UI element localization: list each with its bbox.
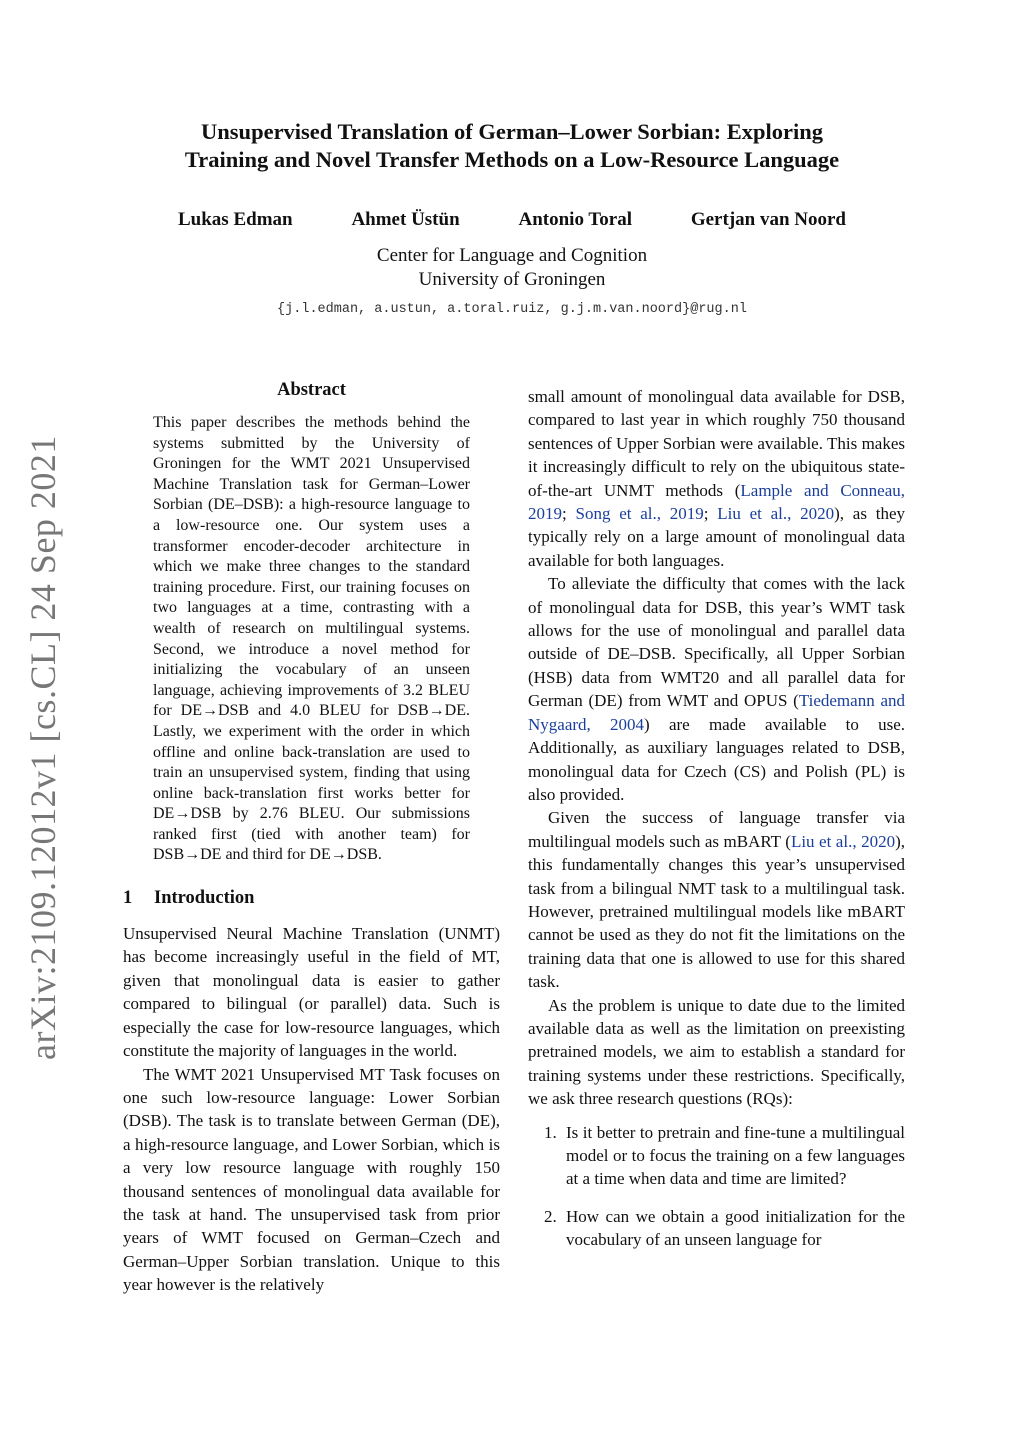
author-name: Antonio Toral (518, 209, 632, 230)
paragraph (528, 806, 905, 993)
paragraph (528, 572, 905, 806)
author-name: Lukas Edman (178, 209, 293, 230)
abstract-heading: Abstract (277, 380, 346, 400)
left-column (123, 380, 500, 1297)
paragraph-text: ; (562, 504, 576, 524)
list-number: 2. (544, 1206, 557, 1226)
paragraph-text: ), this fundamentally changes this year’s unsupervised task from a bilingual NMT task to a multilingual task. However, pretrained multilingual models like mBART cannot be used as they do not fit the limitations on the training data that one is allowed to use for this shared task. (528, 831, 905, 992)
citation-link[interactable]: Liu et al., 2020 (717, 504, 835, 524)
list-item (528, 1121, 905, 1191)
list-item-text: Is it better to pretrain and fine-tune a multilingual model or to focus the training on a few languages at a time when data and time are limited? (566, 1122, 905, 1189)
abstract-text: This paper describes the methods behind the systems submitted by the University of Groningen for the WMT 2021 Unsupervised Machine Translation task for German–Lower Sorbian (DE–DSB): a high-resource language to a low-resource one. Our system uses a transformer encoder-decoder architecture in which we make three changes to the standard training procedure. First, our training focuses on two languages at a time, contrasting with a wealth of research on multilingual systems. Second, we introduce a novel method for initializing the vocabulary of an unseen language, achieving improvements of 3.2 BLEU for DE→DSB and 4.0 BLEU for DSB→DE. Lastly, we experiment with the order in which offline and online back-translation are used to train an unsupervised system, finding that using online back-translation first works better for DE→DSB by 2.76 BLEU. Our submissions ranked first (tied with another team) for DSB→DE and third for DE→DSB. (153, 414, 470, 864)
affiliation-line: University of Groningen (418, 269, 606, 290)
list-item-text: How can we obtain a good initialization for the vocabulary of an unseen language for (566, 1206, 905, 1250)
paragraph-text: small amount of monolingual data available for DSB, compared to last year in which roughly 750 thousand sentences of Upper Sorbian were available. This makes it increasingly difficult to rely on the ubiquitous state-of-the-art UNMT methods ( (528, 387, 905, 500)
list-number: 1. (544, 1122, 557, 1142)
research-questions-list (528, 1121, 905, 1252)
citation-link[interactable]: Lample and Conneau, 2019 (528, 480, 905, 524)
section-title: Introduction (154, 888, 255, 909)
title-line: Unsupervised Translation of German–Lower Sorbian: Exploring (201, 119, 823, 144)
right-column (528, 385, 905, 1266)
arxiv-identifier: arXiv:2109.12012v1 [cs.CL] 24 Sep 2021 (23, 435, 63, 1060)
paragraph-text: Given the success of language transfer via multilingual models such as mBART ( (528, 808, 905, 851)
author-list (150, 209, 874, 231)
affiliation-line: Center for Language and Cognition (376, 245, 648, 266)
paragraph: The WMT 2021 Unsupervised MT Task focuses on one such low-resource language: Lower Sorbian (DSB). The task is to translate between German (DE), a high-resource language, and Lower Sorbian, which is a very low resource language with roughly 150 thousand sentences of monolingual data available for the task at hand. The unsupervised task from prior years of WMT focused on German–Czech and German–Upper Sorbian translation. Unique to this year however is the relatively (123, 1064, 500, 1295)
paragraph (528, 385, 905, 572)
citation-link[interactable]: Tiedemann and Nygaard, 2004 (528, 691, 905, 734)
paragraph-text: ), as they typically rely on a large amount of monolingual data available for both languages. (528, 504, 905, 570)
author-name: Gertjan van Noord (690, 209, 846, 230)
paragraph: Unsupervised Neural Machine Translation (UNMT) has become increasingly useful in the field of MT, given that monolingual data is easier to gather compared to bilingual (or parallel) data. Such is especially the case for low-resource languages, which constitute the majority of languages in the world. (123, 924, 500, 1061)
author-name: Ahmet Üstün (351, 209, 460, 230)
citation-link[interactable]: Liu et al., 2020 (790, 831, 896, 851)
section-number: 1 (123, 888, 133, 909)
list-item (528, 1205, 905, 1252)
section-heading-introduction (123, 888, 500, 909)
paragraph-text: To alleviate the difficulty that comes with the lack of monolingual data for DSB, this year’s WMT task allows for the use of monolingual and parallel data outside of DE–DSB. Specifically, all Upper Sorbian (HSB) data from WMT20 and all parallel data for German (DE) from WMT and OPUS ( (528, 574, 905, 711)
paragraph-text: ) are made available to use. Additionally, as auxiliary languages related to DSB, monolingual data for Czech (CS) and Polish (PL) is also provided. (528, 714, 905, 804)
citation-link[interactable]: Song et al., 2019 (575, 504, 704, 524)
affiliation (150, 244, 874, 292)
paragraph: As the problem is unique to date due to the limited available data as well as the limitation on preexisting pretrained models, we aim to establish a standard for training systems under these restrictions. Specifically, we ask three research questions (RQs): (528, 995, 905, 1109)
title-line: Training and Novel Transfer Methods on a Low-Resource Language (184, 147, 840, 172)
paragraph-text: ; (703, 504, 718, 524)
author-emails: {j.l.edman, a.ustun, a.toral.ruiz, g.j.m.van.noord}@rug.nl (277, 302, 747, 317)
paper-title (100, 118, 924, 174)
